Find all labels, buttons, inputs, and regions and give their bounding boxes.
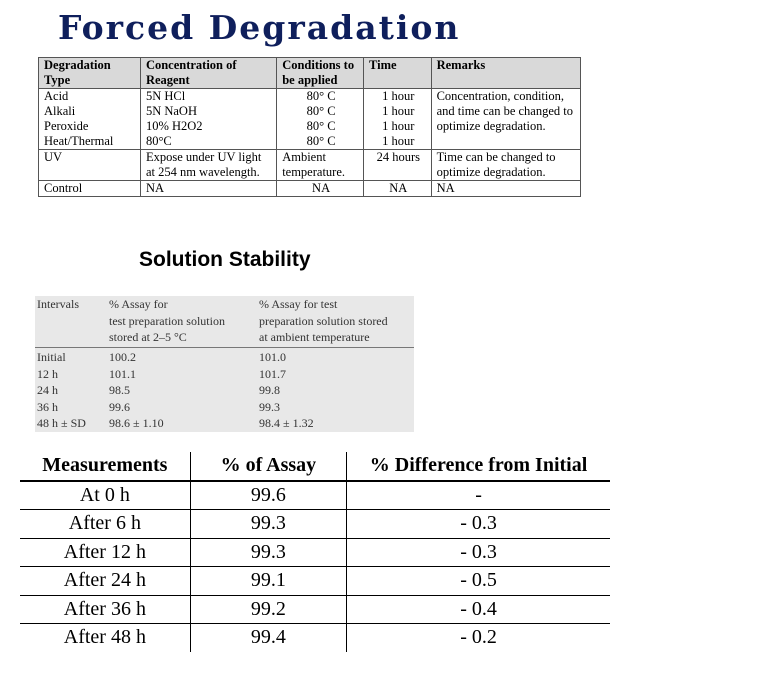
header-intervals: Intervals — [37, 297, 79, 311]
table-header-row — [20, 452, 610, 481]
cell-conditions: NA — [277, 181, 364, 197]
table-row — [20, 510, 610, 539]
header-assay-ambient-line2: preparation solution stored — [259, 313, 388, 328]
cell-conditions: Ambient temperature. — [277, 150, 364, 181]
cell-measurement: At 0 h — [20, 481, 190, 510]
cell-cold: 98.5 — [109, 383, 130, 397]
cell-ambient: 99.8 — [259, 383, 280, 397]
cell-time: NA — [363, 181, 431, 197]
cell-cold: 99.6 — [109, 399, 130, 414]
cell-conditions: 80° C — [277, 119, 364, 134]
forced-degradation-table — [38, 57, 581, 197]
table-row — [20, 624, 610, 652]
table-row — [39, 89, 581, 105]
header-difference: % Difference from Initial — [347, 452, 610, 481]
cell-remarks-group: Concentration, condition, and time can be changed to optimize degradation. — [431, 89, 580, 150]
cell-type: Heat/Thermal — [39, 134, 141, 150]
cell-time: 1 hour — [363, 104, 431, 119]
cell-conditions: 80° C — [277, 134, 364, 150]
table-row — [35, 382, 414, 399]
cell-difference: - 0.4 — [347, 595, 610, 624]
cell-interval: Initial — [37, 350, 66, 364]
cell-type: UV — [39, 150, 141, 181]
measurements-table — [20, 452, 610, 652]
cell-reagent: 80°C — [140, 134, 276, 150]
header-assay-ambient-line3: at ambient temperature — [259, 330, 370, 344]
cell-interval: 48 h ± SD — [37, 416, 86, 430]
cell-type: Peroxide — [39, 119, 141, 134]
cell-conditions: 80° C — [277, 104, 364, 119]
cell-cold: 98.6 ± 1.10 — [109, 416, 164, 430]
cell-reagent: 5N NaOH — [140, 104, 276, 119]
cell-ambient: 101.0 — [259, 350, 286, 364]
table-row — [35, 399, 414, 416]
header-remarks: Remarks — [431, 58, 580, 89]
cell-interval: 12 h — [37, 366, 58, 381]
cell-difference: - 0.3 — [347, 538, 610, 567]
header-assay-cold — [109, 296, 225, 346]
cell-time: 1 hour — [363, 119, 431, 134]
cell-interval: 36 h — [37, 399, 58, 414]
solution-stability-table — [35, 296, 414, 432]
header-assay-ambient — [259, 296, 388, 346]
cell-remarks: NA — [431, 181, 580, 197]
cell-assay: 99.3 — [190, 538, 346, 567]
cell-time: 24 hours — [363, 150, 431, 181]
cell-difference: - 0.5 — [347, 567, 610, 596]
table-row — [20, 595, 610, 624]
cell-difference: - 0.3 — [347, 510, 610, 539]
table-row — [35, 366, 414, 383]
cell-assay: 99.2 — [190, 595, 346, 624]
cell-difference: - 0.2 — [460, 626, 497, 648]
cell-remarks: Time can be changed to optimize degradation. — [431, 150, 580, 181]
table-row — [20, 538, 610, 567]
cell-time: 1 hour — [363, 134, 431, 150]
cell-type: Alkali — [39, 104, 141, 119]
page-title: Forced Degradation — [58, 8, 461, 47]
cell-type: Control — [39, 181, 141, 197]
cell-assay: 99.6 — [190, 481, 346, 510]
cell-assay: 99.1 — [190, 567, 346, 596]
cell-measurement: After 24 h — [20, 567, 190, 596]
cell-ambient: 99.3 — [259, 399, 280, 414]
cell-reagent: 10% H2O2 — [140, 119, 276, 134]
cell-measurement: After 12 h — [20, 538, 190, 567]
header-time: Time — [363, 58, 431, 89]
section-title-solution-stability: Solution Stability — [139, 248, 311, 271]
cell-assay: 99.3 — [190, 510, 346, 539]
cell-conditions: 80° C — [277, 89, 364, 105]
header-assay-cold-line3: stored at 2–5 °C — [109, 330, 187, 344]
cell-interval: 24 h — [37, 383, 58, 397]
cell-difference: - — [347, 481, 610, 510]
table-row — [35, 415, 414, 432]
cell-assay: 99.4 — [190, 624, 346, 652]
header-conditions: Conditions to be applied — [277, 58, 364, 89]
cell-reagent: 5N HCl — [140, 89, 276, 105]
header-assay-ambient-line1: % Assay for test — [259, 297, 338, 311]
cell-ambient: 101.7 — [259, 366, 286, 381]
header-measurements: Measurements — [20, 452, 190, 481]
cell-ambient: 98.4 ± 1.32 — [259, 416, 314, 430]
cell-measurement: After 6 h — [20, 510, 190, 539]
cell-cold: 101.1 — [109, 366, 136, 381]
header-assay-cold-line2: test preparation solution — [109, 313, 225, 328]
cell-type: Acid — [39, 89, 141, 105]
header-degradation-type: Degradation Type — [39, 58, 141, 89]
table-row — [20, 481, 610, 510]
table-row — [39, 150, 581, 181]
table-row — [39, 181, 581, 197]
cell-measurement: After 36 h — [20, 595, 190, 624]
table-header-row — [39, 58, 581, 89]
cell-cold: 100.2 — [109, 350, 136, 364]
cell-measurement: After 48 h — [20, 624, 190, 652]
header-assay-cold-line1: % Assay for — [109, 297, 168, 311]
header-concentration: Concentration of Reagent — [140, 58, 276, 89]
table-row — [35, 349, 414, 366]
cell-reagent: NA — [140, 181, 276, 197]
table-row — [20, 567, 610, 596]
cell-reagent: Expose under UV light at 254 nm wavelength. — [140, 150, 276, 181]
cell-time: 1 hour — [363, 89, 431, 105]
divider — [35, 347, 414, 348]
header-assay: % of Assay — [190, 452, 346, 481]
